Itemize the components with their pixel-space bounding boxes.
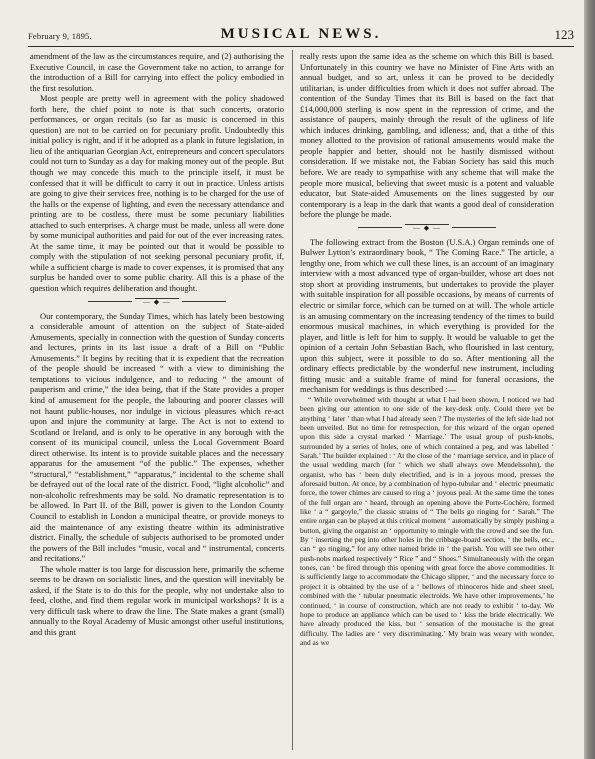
issue-date: February 9, 1895. bbox=[28, 31, 92, 41]
right-column bbox=[300, 51, 554, 647]
paragraph: Most people are pretty well in agreement with the policy shadowed forth here, the chief point to note is that such concerts, oratorio performances, or organ recitals (so far as music is concerned in this question) are not to be carried on for pecuniary profit. Undoubtedly this initial policy is right, and if it be adopted as a plank in future legislation, in lieu of the antiquarian Georgian Act, entrepreneurs and concert speculators could not turn to Sunday as a day for making money out of the people. But though we may concede this much to the principle itself, it must be confessed that it will be difficult to carry it out in practice. Unless artists are going to give their services free, nothing is to be charged for the use of the halls or the expense of lighting, and even the necessary attendance and printing are to be costless, there must be some pecuniary liabilities attached to such enterprises. A charge must be made, unless all were done by some municipal authorities and paid for out of the ever increasing rates. At the same time, it may be pointed out that it would be possible to comply with the stipulation of not seeking personal pecuniary profit, if, while a sufficient charge is made to cover expenses, it is promised that any surplus be handed over to some public charity. All this is a phase of the question which requires deliberation and thought. bbox=[30, 93, 284, 294]
header-rule bbox=[28, 46, 574, 47]
paragraph: The whole matter is too large for discussion here, primarily the scheme seems to be drawn on socialistic lines, and the question will inevitably be asked, if the State is to do this for the people, why not undertake also to feed, clothe, and find them regular work in municipal workshops? It is a very difficult task where to draw the line. The State makes a grant (small) annually to the Royal Academy of Music amongst other useful institutions, and this grant bbox=[30, 563, 284, 637]
paragraph: Our contemporary, the Sunday Times, which has lately been bestowing a considerable amount of attention on the subject of State-aided Amusements, specially in connection with the question of Sunday concerts and lectures, prints in its last issue a draft of a Bill on “Public Amusements.” It begins by reciting that it is expedient that the recreation of the people should be increased “ with a view to diminishing the temptations to vicious indulgence, and to reducing “ the amount of pauperism and crime,” the idea being, that if the State provides a proper kind of amusement for the people, the labouring and poorer classes will not haunt public-houses, nor indulge in vicious pleasures which re-act upon and injure the community at large. The Act is not to extend to Scotland or Ireland, and is only to be operative in any borough with the consent of its municipal council, unless the Local Government Board direct otherwise. Its intent is to provide suitable places and the necessary apparatus for the amusement “of the public.” The expenses, whether “structural,” “establishment,” “apparatus,” incidental to the scheme shall be defrayed out of the local rate of the district. Food, “light alcoholic” and non-alcoholic refreshments may be sold. No dramatic representation is to be allowed. In Part II. of the Bill, power is given to the London County Council to establish in London a municipal theatre, or provide moneys to aid the maintenance of any existing theatre within its administrative district. Finally, the schedule of subjects authorised to be promoted under the powers of the Bill includes “music, vocal and “ instrumental, concerts and recitations.” bbox=[30, 310, 284, 564]
paragraph: The following extract from the Boston (U.S.A.) Organ reminds one of Bulwer Lytton’s extraordinary book, “ The Coming Race.” The article, a lengthy one, from which we cull these lines, is an account of an imaginary interview with a most advanced type of organ-builder, whose art does not stop short at providing instruments, but undertakes to provide the player with suitable inspiration for all possible occasions, by means of currents of electric or similar force, which can be turned on at will. The whole article is an amusing commentary on the increasing tendency of the times to build enormous musical machines, in which everything is provided for the player, and little is left for him to supply. It would be valuable to get the opinion of a certain John Sebastian Bach, who flourished in last century, upon this subject, were it possible to do so. After mentioning all the ordinary effects predictable by the wonderful new instrument, including fitting music and a suitable frame of mind for funeral occasions, the mechanism for weddings is thus described :— bbox=[300, 236, 554, 395]
section-separator: — ◆ — bbox=[30, 298, 284, 306]
left-column bbox=[30, 51, 284, 638]
page-header bbox=[28, 26, 574, 44]
column-divider bbox=[292, 50, 293, 750]
paragraph: amendment of the law as the circumstances require, and (2) authorising the Executive Council, in case the Government take no action, to arrange for the introduction of a Bill for carrying into effect the policy embodied in the first resolution. bbox=[30, 51, 284, 93]
page-edge bbox=[584, 0, 595, 759]
page-number: 123 bbox=[554, 27, 574, 42]
paragraph: really rests upon the same idea as the scheme on which this Bill is based. Unfortunately in this country we have no Minister of Fine Arts with an annual budget, and so art, unless it can be proved to be decidedly utilitarian, is under difficulties from which it does not suffer abroad. The contention of the Sunday Times that its Bill is based on the fact that £14,000,000 sterling is now spent in the repression of crime, and the assistance of paupers, mainly through the result of the ugliness of life which induces drinking, gambling, and idleness; and, that a tithe of this money allotted to the provision of rational amusements would make the people happier and better, should not be hastily dismissed without consideration. If we mistake not, the Fabian Society has said this much before. We are ready to sympathise with any scheme that will make the people more musical, believing that sweet music is a potent and valuable educator, but State-aided Amusements on the lines suggested by our contemporary is a leap in the dark that wants a good deal of consideration before the plunge be made. bbox=[300, 51, 554, 220]
quoted-extract: “ While overwhelmed with thought at what I had been shown, I noticed we had been giving our attention to one side of the key-desk only. Could there yet be anything ‘ later ’ than what I had already seen ? The mysteries of the left side had not been unveiled. But no time for retrospection, for this wizard of the organ opened upon this side a crystal marked ‘ Marriage.’ The usual group of push-knobs, surrounded by a series of holes, one of which contained a peg, and was labelled ‘ Sarah.’ The builder explained : ‘ At the close of the ‘ marriage service, and in place of the usual wedding march (for ‘ which we shall always owe Mendelssohn), the organist, who has ‘ been duly electrified, and is in a joyous mood, presses the aforesaid button. At once, by a combination of hypo-tubular and ‘ electric pneumatic force, the tower chimes are caused to ring a ‘ joyous peal. At the same time the tones of the full organ are ‘ heard, through an opening above the Porte-Cochère, formed like ‘ a “ gargoyle,” the classic strains of “ The bells go ringing for ‘ Sarah.” The entire organ can be played at this critical moment ‘ automatically by simply pushing a button, giving the organist an ‘ opportunity to mingle with the crowd and see the fun. By ‘ inserting the peg into other holes in the cribbage-board section, ‘ the bells, etc., can “ go ringing,” for any other named bride in ‘ the parish. You will see two other push-nobs marked respectively “ Rice ” and “ Shoes.” Simultaneously with the organ tones, can ‘ be fired through this opening with great force the above commodities. It is sufficiently large to accommodate the Chicago slipper, ‘ and the necessary force to project it is obtained by the use of a ‘ bellows of rhinoceros hide and sheet steel, combined with the ‘ tubular pneumatic electroids. We have other improvements,’ he continued, ‘ in course of construction, which are not ready to exhibit ‘ to-day. We hope to produce an appliance which can be used to ‘ kiss the bride electrically. We have already produced the kiss, but ‘ sensation of the moustache is the great difficulty. The ladies are ‘ very discriminating.’ My brain was weary with wonder, and as we bbox=[300, 394, 554, 647]
masthead-title: MUSICAL NEWS. bbox=[220, 26, 382, 42]
section-separator: — ◆ — bbox=[300, 224, 554, 232]
